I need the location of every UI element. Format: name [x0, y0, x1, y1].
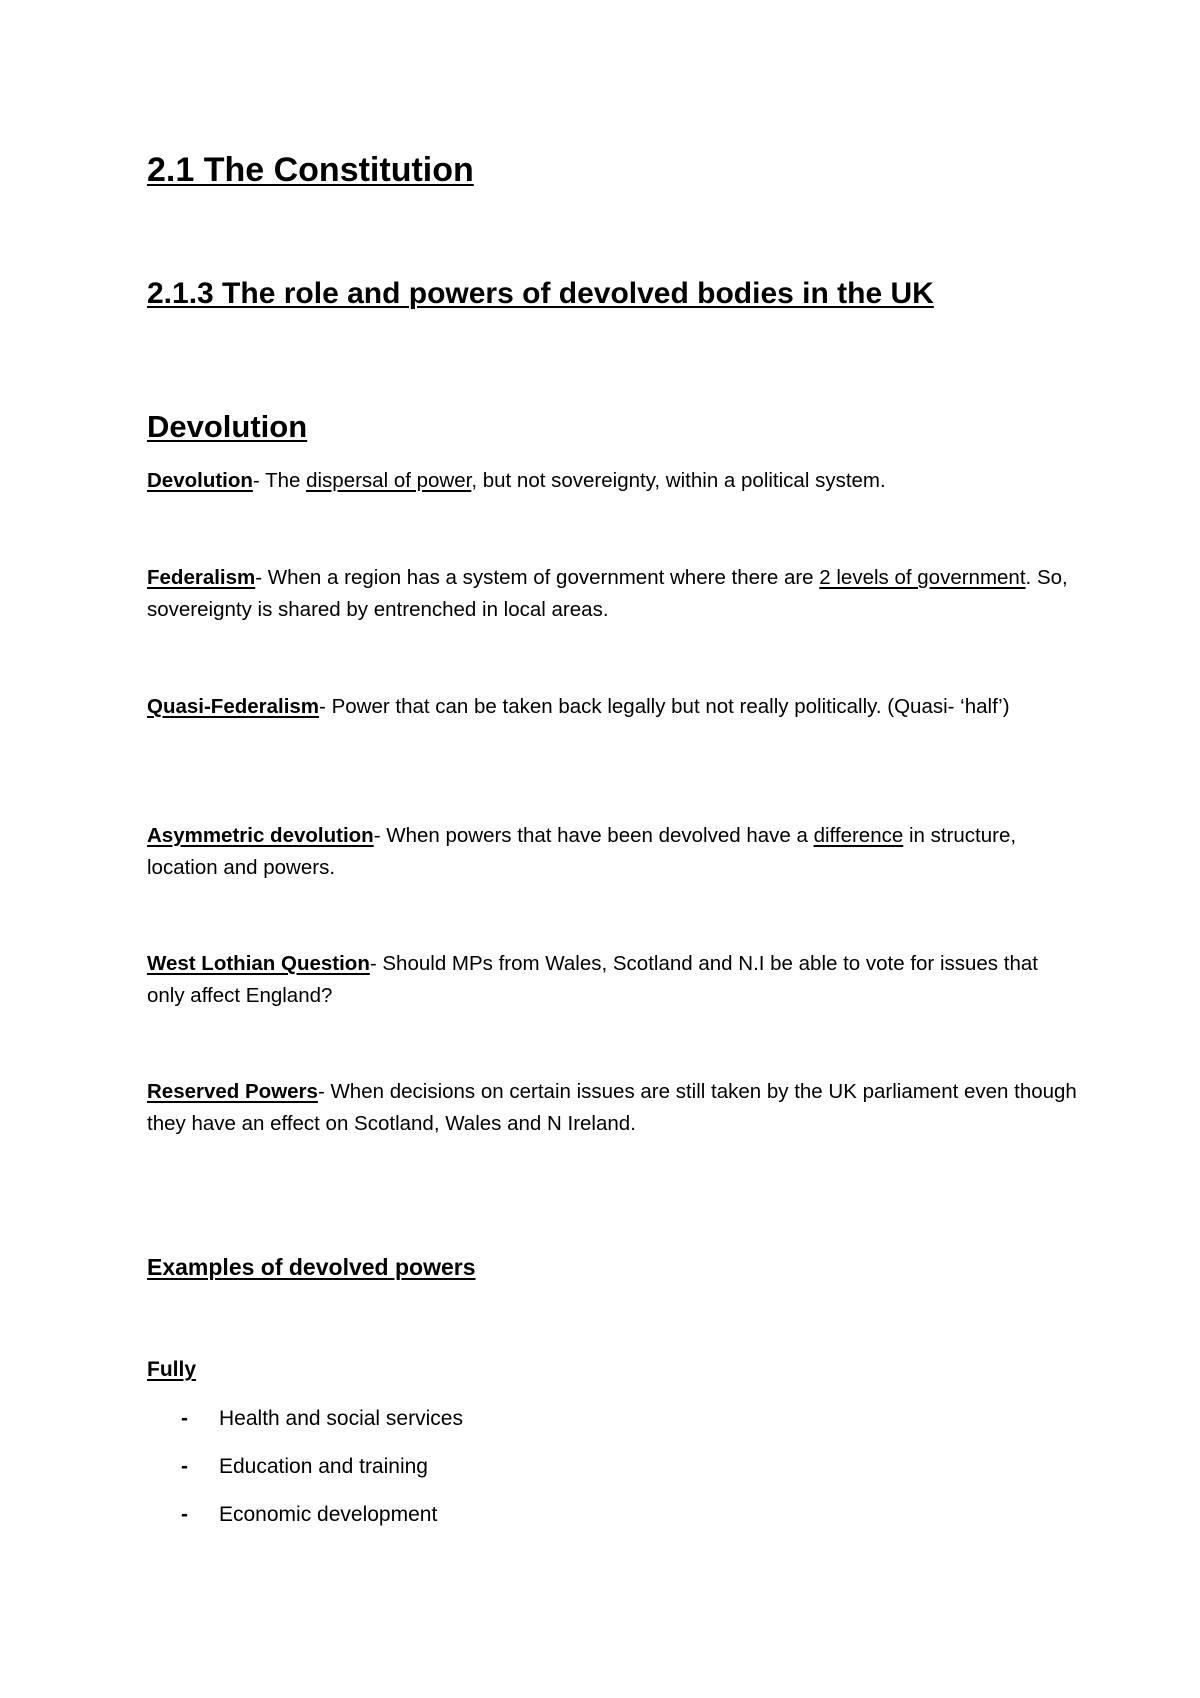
definition-text: - Power that can be taken back legally but not really politically. (Quasi- ‘half’) [319, 695, 1010, 718]
definition-reserved-powers [147, 1076, 1077, 1140]
definition-asymmetric-devolution [147, 820, 1077, 884]
definition-term: Federalism [147, 566, 256, 589]
definition-underlined-text: dispersal of power [306, 469, 472, 492]
page-subtitle: 2.1.3 The role and powers of devolved bodies in the UK [147, 277, 934, 310]
section-heading-devolution: Devolution [147, 409, 308, 444]
list-dash: - [181, 1407, 188, 1430]
definition-text: - When powers that have been devolved have a [373, 824, 814, 847]
definition-term: Devolution [147, 469, 253, 492]
definition-term: Reserved Powers [147, 1080, 318, 1103]
definition-text: in structure, location and powers. [147, 824, 1017, 879]
definition-text: , but not sovereignty, within a political system. [471, 469, 886, 492]
definition-term: Quasi-Federalism [147, 695, 320, 718]
list-dash: - [181, 1455, 188, 1478]
examples-heading: Examples of devolved powers [147, 1254, 476, 1280]
list-item-text: Health and social services [219, 1407, 463, 1430]
definition-text: - The [252, 469, 307, 492]
list-dash: - [181, 1503, 188, 1526]
definition-quasi-federalism [147, 691, 1077, 723]
page-title: 2.1 The Constitution [147, 151, 474, 189]
definition-text: . So, sovereignty is shared by entrenched in local areas. [147, 566, 1068, 621]
definition-federalism [147, 562, 1077, 626]
definition-devolution [147, 465, 1077, 497]
list-item-text: Economic development [219, 1503, 438, 1526]
fully-heading: Fully [147, 1358, 197, 1381]
definition-underlined-text: 2 levels of government [819, 566, 1026, 589]
list-item-text: Education and training [219, 1455, 428, 1478]
definition-term: West Lothian Question [147, 952, 370, 975]
definition-west-lothian-question [147, 948, 1077, 1012]
definition-text: - Should MPs from Wales, Scotland and N.I be able to vote for issues that only affect England? [147, 952, 1038, 1007]
definition-underlined-text: difference [813, 824, 904, 847]
definition-text: - When decisions on certain issues are still taken by the UK parliament even though they have an effect on Scotland, Wales and N Ireland. [147, 1080, 1077, 1135]
definition-term: Asymmetric devolution [147, 824, 374, 847]
definition-text: - When a region has a system of government where there are [255, 566, 820, 589]
